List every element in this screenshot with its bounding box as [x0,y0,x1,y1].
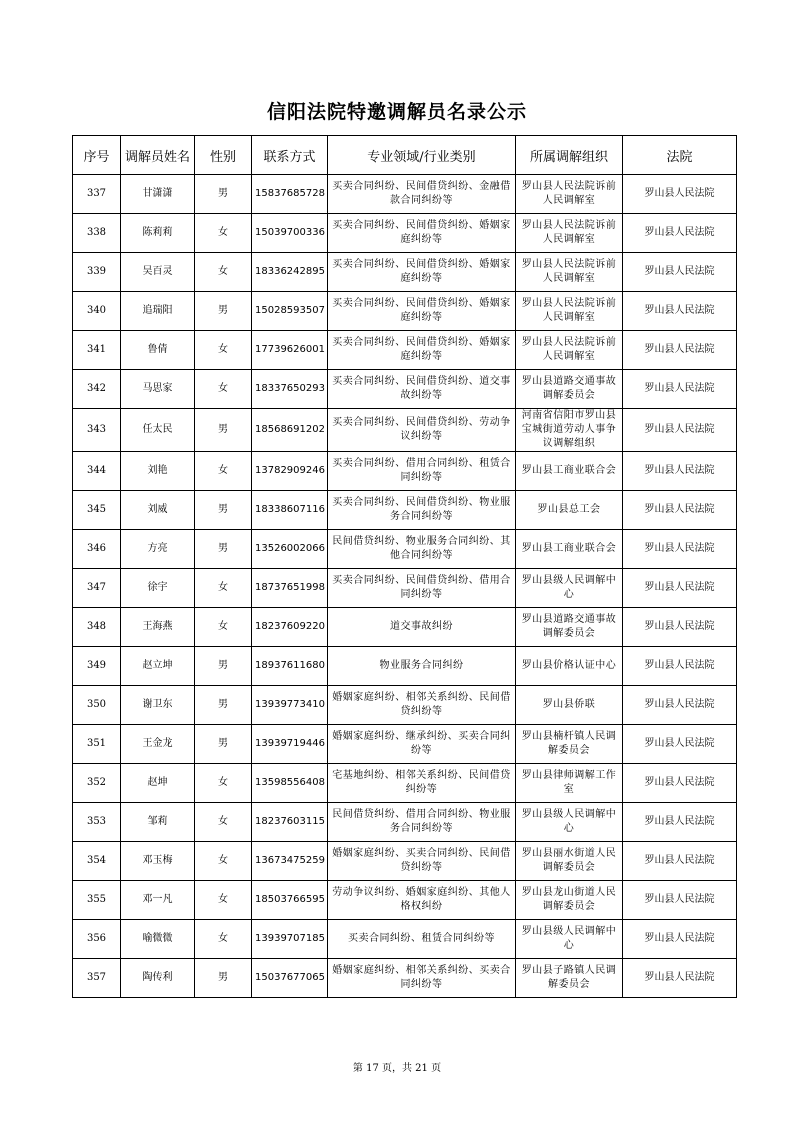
cell-gender: 女 [195,253,252,292]
cell-name: 任太民 [121,409,195,452]
cell-phone: 18503766595 [252,881,328,920]
cell-name: 追瑞阳 [121,292,195,331]
cell-seq: 351 [73,725,121,764]
cell-court: 罗山县人民法院 [623,725,737,764]
cell-field: 宅基地纠纷、相邻关系纠纷、民间借贷纠纷等 [328,764,516,803]
cell-name: 陶传利 [121,959,195,998]
cell-court: 罗山县人民法院 [623,331,737,370]
cell-name: 刘威 [121,491,195,530]
cell-court: 罗山县人民法院 [623,959,737,998]
cell-org: 罗山县丽水街道人民调解委员会 [516,842,623,881]
cell-seq: 340 [73,292,121,331]
cell-org: 罗山县级人民调解中心 [516,569,623,608]
table-header-row [73,136,737,175]
table-row [73,370,737,409]
cell-org: 罗山县人民法院诉前人民调解室 [516,253,623,292]
cell-org: 罗山县人民法院诉前人民调解室 [516,175,623,214]
cell-phone: 13673475259 [252,842,328,881]
cell-field: 买卖合同纠纷、借用合同纠纷、租赁合同纠纷等 [328,452,516,491]
mediator-roster-table [72,135,737,998]
cell-field: 买卖合同纠纷、民间借贷纠纷、婚姻家庭纠纷等 [328,214,516,253]
cell-field: 买卖合同纠纷、民间借贷纠纷、借用合同纠纷等 [328,569,516,608]
cell-gender: 女 [195,452,252,491]
cell-field: 民间借贷纠纷、物业服务合同纠纷、其他合同纠纷等 [328,530,516,569]
cell-name: 马思家 [121,370,195,409]
cell-phone: 13939707185 [252,920,328,959]
cell-field: 婚姻家庭纠纷、相邻关系纠纷、民间借贷纠纷等 [328,686,516,725]
cell-org: 罗山县价格认证中心 [516,647,623,686]
cell-gender: 女 [195,881,252,920]
cell-name: 赵立坤 [121,647,195,686]
cell-name: 喻微微 [121,920,195,959]
cell-court: 罗山县人民法院 [623,175,737,214]
cell-field: 买卖合同纠纷、民间借贷纠纷、婚姻家庭纠纷等 [328,331,516,370]
header-field: 专业领域/行业类别 [328,136,516,175]
cell-org: 罗山县级人民调解中心 [516,920,623,959]
cell-field: 买卖合同纠纷、民间借贷纠纷、物业服务合同纠纷等 [328,491,516,530]
cell-phone: 15837685728 [252,175,328,214]
cell-field: 婚姻家庭纠纷、相邻关系纠纷、买卖合同纠纷等 [328,959,516,998]
cell-gender: 男 [195,409,252,452]
cell-court: 罗山县人民法院 [623,803,737,842]
cell-name: 王海燕 [121,608,195,647]
cell-field: 物业服务合同纠纷 [328,647,516,686]
cell-name: 陈莉莉 [121,214,195,253]
table-row [73,647,737,686]
cell-org: 罗山县人民法院诉前人民调解室 [516,292,623,331]
cell-court: 罗山县人民法院 [623,409,737,452]
cell-phone: 18568691202 [252,409,328,452]
cell-field: 买卖合同纠纷、民间借贷纠纷、金融借款合同纠纷等 [328,175,516,214]
cell-court: 罗山县人民法院 [623,764,737,803]
cell-org: 罗山县龙山街道人民调解委员会 [516,881,623,920]
cell-seq: 342 [73,370,121,409]
cell-seq: 354 [73,842,121,881]
table-row [73,842,737,881]
cell-seq: 344 [73,452,121,491]
cell-name: 谢卫东 [121,686,195,725]
cell-org: 罗山县侨联 [516,686,623,725]
cell-seq: 356 [73,920,121,959]
cell-court: 罗山县人民法院 [623,491,737,530]
table-row [73,881,737,920]
cell-gender: 男 [195,491,252,530]
cell-court: 罗山县人民法院 [623,842,737,881]
cell-court: 罗山县人民法院 [623,530,737,569]
cell-court: 罗山县人民法院 [623,881,737,920]
cell-seq: 338 [73,214,121,253]
cell-gender: 女 [195,370,252,409]
cell-seq: 353 [73,803,121,842]
cell-phone: 15037677065 [252,959,328,998]
header-phone: 联系方式 [252,136,328,175]
cell-name: 邓玉梅 [121,842,195,881]
cell-phone: 13526002066 [252,530,328,569]
cell-phone: 18237609220 [252,608,328,647]
cell-phone: 15028593507 [252,292,328,331]
table-row [73,292,737,331]
cell-phone: 15039700336 [252,214,328,253]
table-row [73,764,737,803]
table-row [73,803,737,842]
cell-seq: 341 [73,331,121,370]
header-gender: 性别 [195,136,252,175]
cell-gender: 男 [195,647,252,686]
cell-phone: 13939773410 [252,686,328,725]
table-row [73,920,737,959]
cell-gender: 男 [195,725,252,764]
cell-name: 徐宇 [121,569,195,608]
cell-court: 罗山县人民法院 [623,370,737,409]
cell-phone: 13598556408 [252,764,328,803]
cell-seq: 355 [73,881,121,920]
cell-phone: 17739626001 [252,331,328,370]
cell-field: 婚姻家庭纠纷、继承纠纷、买卖合同纠纷等 [328,725,516,764]
cell-org: 罗山县道路交通事故调解委员会 [516,370,623,409]
cell-gender: 女 [195,842,252,881]
cell-field: 婚姻家庭纠纷、买卖合同纠纷、民间借贷纠纷等 [328,842,516,881]
cell-name: 甘潇潇 [121,175,195,214]
cell-phone: 18338607116 [252,491,328,530]
cell-name: 刘艳 [121,452,195,491]
table-row [73,175,737,214]
cell-gender: 女 [195,214,252,253]
cell-name: 邹莉 [121,803,195,842]
header-name: 调解员姓名 [121,136,195,175]
cell-org: 罗山县人民法院诉前人民调解室 [516,214,623,253]
cell-seq: 348 [73,608,121,647]
table-row [73,686,737,725]
cell-name: 赵坤 [121,764,195,803]
cell-gender: 女 [195,608,252,647]
cell-field: 道交事故纠纷 [328,608,516,647]
cell-gender: 女 [195,331,252,370]
cell-court: 罗山县人民法院 [623,569,737,608]
cell-seq: 349 [73,647,121,686]
cell-phone: 18336242895 [252,253,328,292]
table-row [73,214,737,253]
cell-org: 河南省信阳市罗山县宝城街道劳动人事争议调解组织 [516,409,623,452]
cell-name: 方亮 [121,530,195,569]
table-row [73,409,737,452]
cell-gender: 男 [195,959,252,998]
cell-court: 罗山县人民法院 [623,253,737,292]
cell-gender: 女 [195,920,252,959]
table-row [73,491,737,530]
page-title: 信阳法院特邀调解员名录公示 [266,101,527,123]
cell-seq: 346 [73,530,121,569]
cell-phone: 13782909246 [252,452,328,491]
cell-field: 劳动争议纠纷、婚姻家庭纠纷、其他人格权纠纷 [328,881,516,920]
cell-court: 罗山县人民法院 [623,292,737,331]
cell-court: 罗山县人民法院 [623,608,737,647]
cell-field: 买卖合同纠纷、民间借贷纠纷、道交事故纠纷等 [328,370,516,409]
table-row [73,569,737,608]
cell-gender: 男 [195,175,252,214]
cell-org: 罗山县总工会 [516,491,623,530]
header-seq: 序号 [73,136,121,175]
cell-seq: 343 [73,409,121,452]
cell-field: 买卖合同纠纷、租赁合同纠纷等 [328,920,516,959]
cell-org: 罗山县人民法院诉前人民调解室 [516,331,623,370]
cell-seq: 352 [73,764,121,803]
cell-court: 罗山县人民法院 [623,647,737,686]
cell-seq: 350 [73,686,121,725]
cell-phone: 18237603115 [252,803,328,842]
cell-gender: 男 [195,530,252,569]
cell-gender: 男 [195,292,252,331]
cell-org: 罗山县律师调解工作室 [516,764,623,803]
cell-name: 王金龙 [121,725,195,764]
cell-phone: 18937611680 [252,647,328,686]
cell-phone: 13939719446 [252,725,328,764]
cell-field: 买卖合同纠纷、民间借贷纠纷、劳动争议纠纷等 [328,409,516,452]
table-row [73,452,737,491]
table-body [73,175,737,998]
cell-gender: 女 [195,803,252,842]
cell-field: 买卖合同纠纷、民间借贷纠纷、婚姻家庭纠纷等 [328,292,516,331]
table-row [73,253,737,292]
cell-court: 罗山县人民法院 [623,452,737,491]
table-row [73,608,737,647]
cell-seq: 357 [73,959,121,998]
cell-org: 罗山县道路交通事故调解委员会 [516,608,623,647]
cell-phone: 18337650293 [252,370,328,409]
cell-seq: 345 [73,491,121,530]
table-row [73,959,737,998]
cell-org: 罗山县工商业联合会 [516,452,623,491]
cell-org: 罗山县工商业联合会 [516,530,623,569]
cell-org: 罗山县楠杆镇人民调解委员会 [516,725,623,764]
page-footer: 第 17 页，共 21 页 [352,1063,442,1074]
cell-gender: 女 [195,569,252,608]
cell-court: 罗山县人民法院 [623,214,737,253]
cell-name: 吴百灵 [121,253,195,292]
cell-gender: 男 [195,686,252,725]
cell-gender: 女 [195,764,252,803]
header-org: 所属调解组织 [516,136,623,175]
table-row [73,331,737,370]
cell-court: 罗山县人民法院 [623,686,737,725]
cell-phone: 18737651998 [252,569,328,608]
cell-org: 罗山县级人民调解中心 [516,803,623,842]
cell-seq: 339 [73,253,121,292]
cell-name: 邓一凡 [121,881,195,920]
header-court: 法院 [623,136,737,175]
table-row [73,725,737,764]
cell-field: 民间借贷纠纷、借用合同纠纷、物业服务合同纠纷等 [328,803,516,842]
cell-name: 鲁倩 [121,331,195,370]
cell-seq: 337 [73,175,121,214]
cell-org: 罗山县子路镇人民调解委员会 [516,959,623,998]
table-row [73,530,737,569]
cell-seq: 347 [73,569,121,608]
cell-field: 买卖合同纠纷、民间借贷纠纷、婚姻家庭纠纷等 [328,253,516,292]
cell-court: 罗山县人民法院 [623,920,737,959]
